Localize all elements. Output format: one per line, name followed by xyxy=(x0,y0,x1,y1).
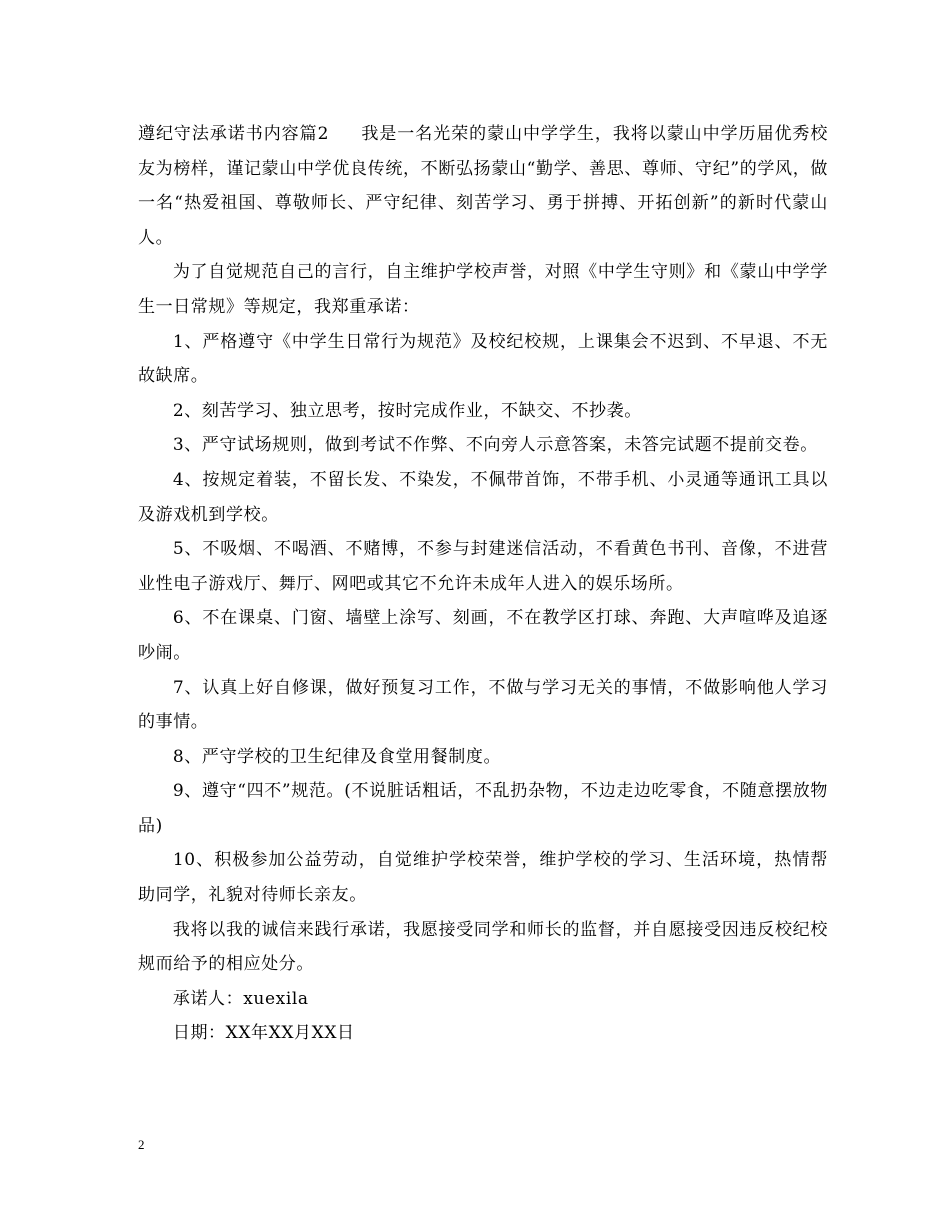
signature-line: 承诺人：xuexila xyxy=(172,988,309,1009)
intro-paragraph xyxy=(138,117,828,255)
paragraph-item-5: 5、不吸烟、不喝酒、不赌博，不参与封建迷信活动，不看黄色书刊、音像，不进营业性电子游戏厅、舞厅、网吧或其它不允许未成年人进入的娱乐场所。 xyxy=(138,539,828,594)
paragraph-pledge: 我将以我的诚信来践行承诺，我愿接受同学和师长的监督，并自愿接受因违反校纪校规而给予的相应处分。 xyxy=(138,919,828,975)
paragraph-item-10: 10、积极参加公益劳动，自觉维护学校荣誉，维护学校的学习、生活环境，热情帮助同学，礼貌对待师长亲友。 xyxy=(138,850,828,906)
document-title: 遵纪守法承诺书内容篇2 xyxy=(138,124,330,144)
paragraph-item-4: 4、按规定着装，不留长发、不染发，不佩带首饰，不带手机、小灵通等通讯工具以及游戏机到学校。 xyxy=(138,469,828,525)
paragraph-item-2: 2、刻苦学习、独立思考，按时完成作业，不缺交、不抄袭。 xyxy=(172,400,642,421)
date-line: 日期：XX年XX月XX日 xyxy=(172,1023,355,1044)
page-number: 2 xyxy=(138,1137,145,1152)
paragraph-item-3: 3、严守试场规则，做到考试不作弊、不向旁人示意答案，未答完试题不提前交卷。 xyxy=(172,435,818,456)
paragraph-item-7: 7、认真上好自修课，做好预复习工作，不做与学习无关的事情，不做影响他人学习的事情。 xyxy=(138,677,828,733)
paragraph-item-1: 1、严格遵守《中学生日常行为规范》及校纪校规，上课集会不迟到、不早退、不无故缺席。 xyxy=(138,331,828,387)
paragraph-item-9: 9、遵守“四不”规范。(不说脏话粗话，不乱扔杂物，不边走边吃零食，不随意摆放物品) xyxy=(138,781,828,836)
paragraph-item-6: 6、不在课桌、门窗、墙壁上涂写、刻画，不在教学区打球、奔跑、大声喧哗及追逐吵闹。 xyxy=(138,608,828,663)
intro-text: 我是一名光荣的蒙山中学学生，我将以蒙山中学历届优秀校友为榜样，谨记蒙山中学优良传统，不断弘扬蒙山“勤学、善思、尊师、守纪”的学风，做一名“热爱祖国、尊敬师长、严守纪律、刻苦学习、勇于拼搏、开拓创新”的新时代蒙山人。 xyxy=(138,124,828,248)
document-body xyxy=(138,117,828,1051)
paragraph-commitment-intro: 为了自觉规范自己的言行，自主维护学校声誉，对照《中学生守则》和《蒙山中学学生一日常规》等规定，我郑重承诺： xyxy=(138,262,828,317)
paragraph-item-8: 8、严守学校的卫生纪律及食堂用餐制度。 xyxy=(172,746,502,767)
